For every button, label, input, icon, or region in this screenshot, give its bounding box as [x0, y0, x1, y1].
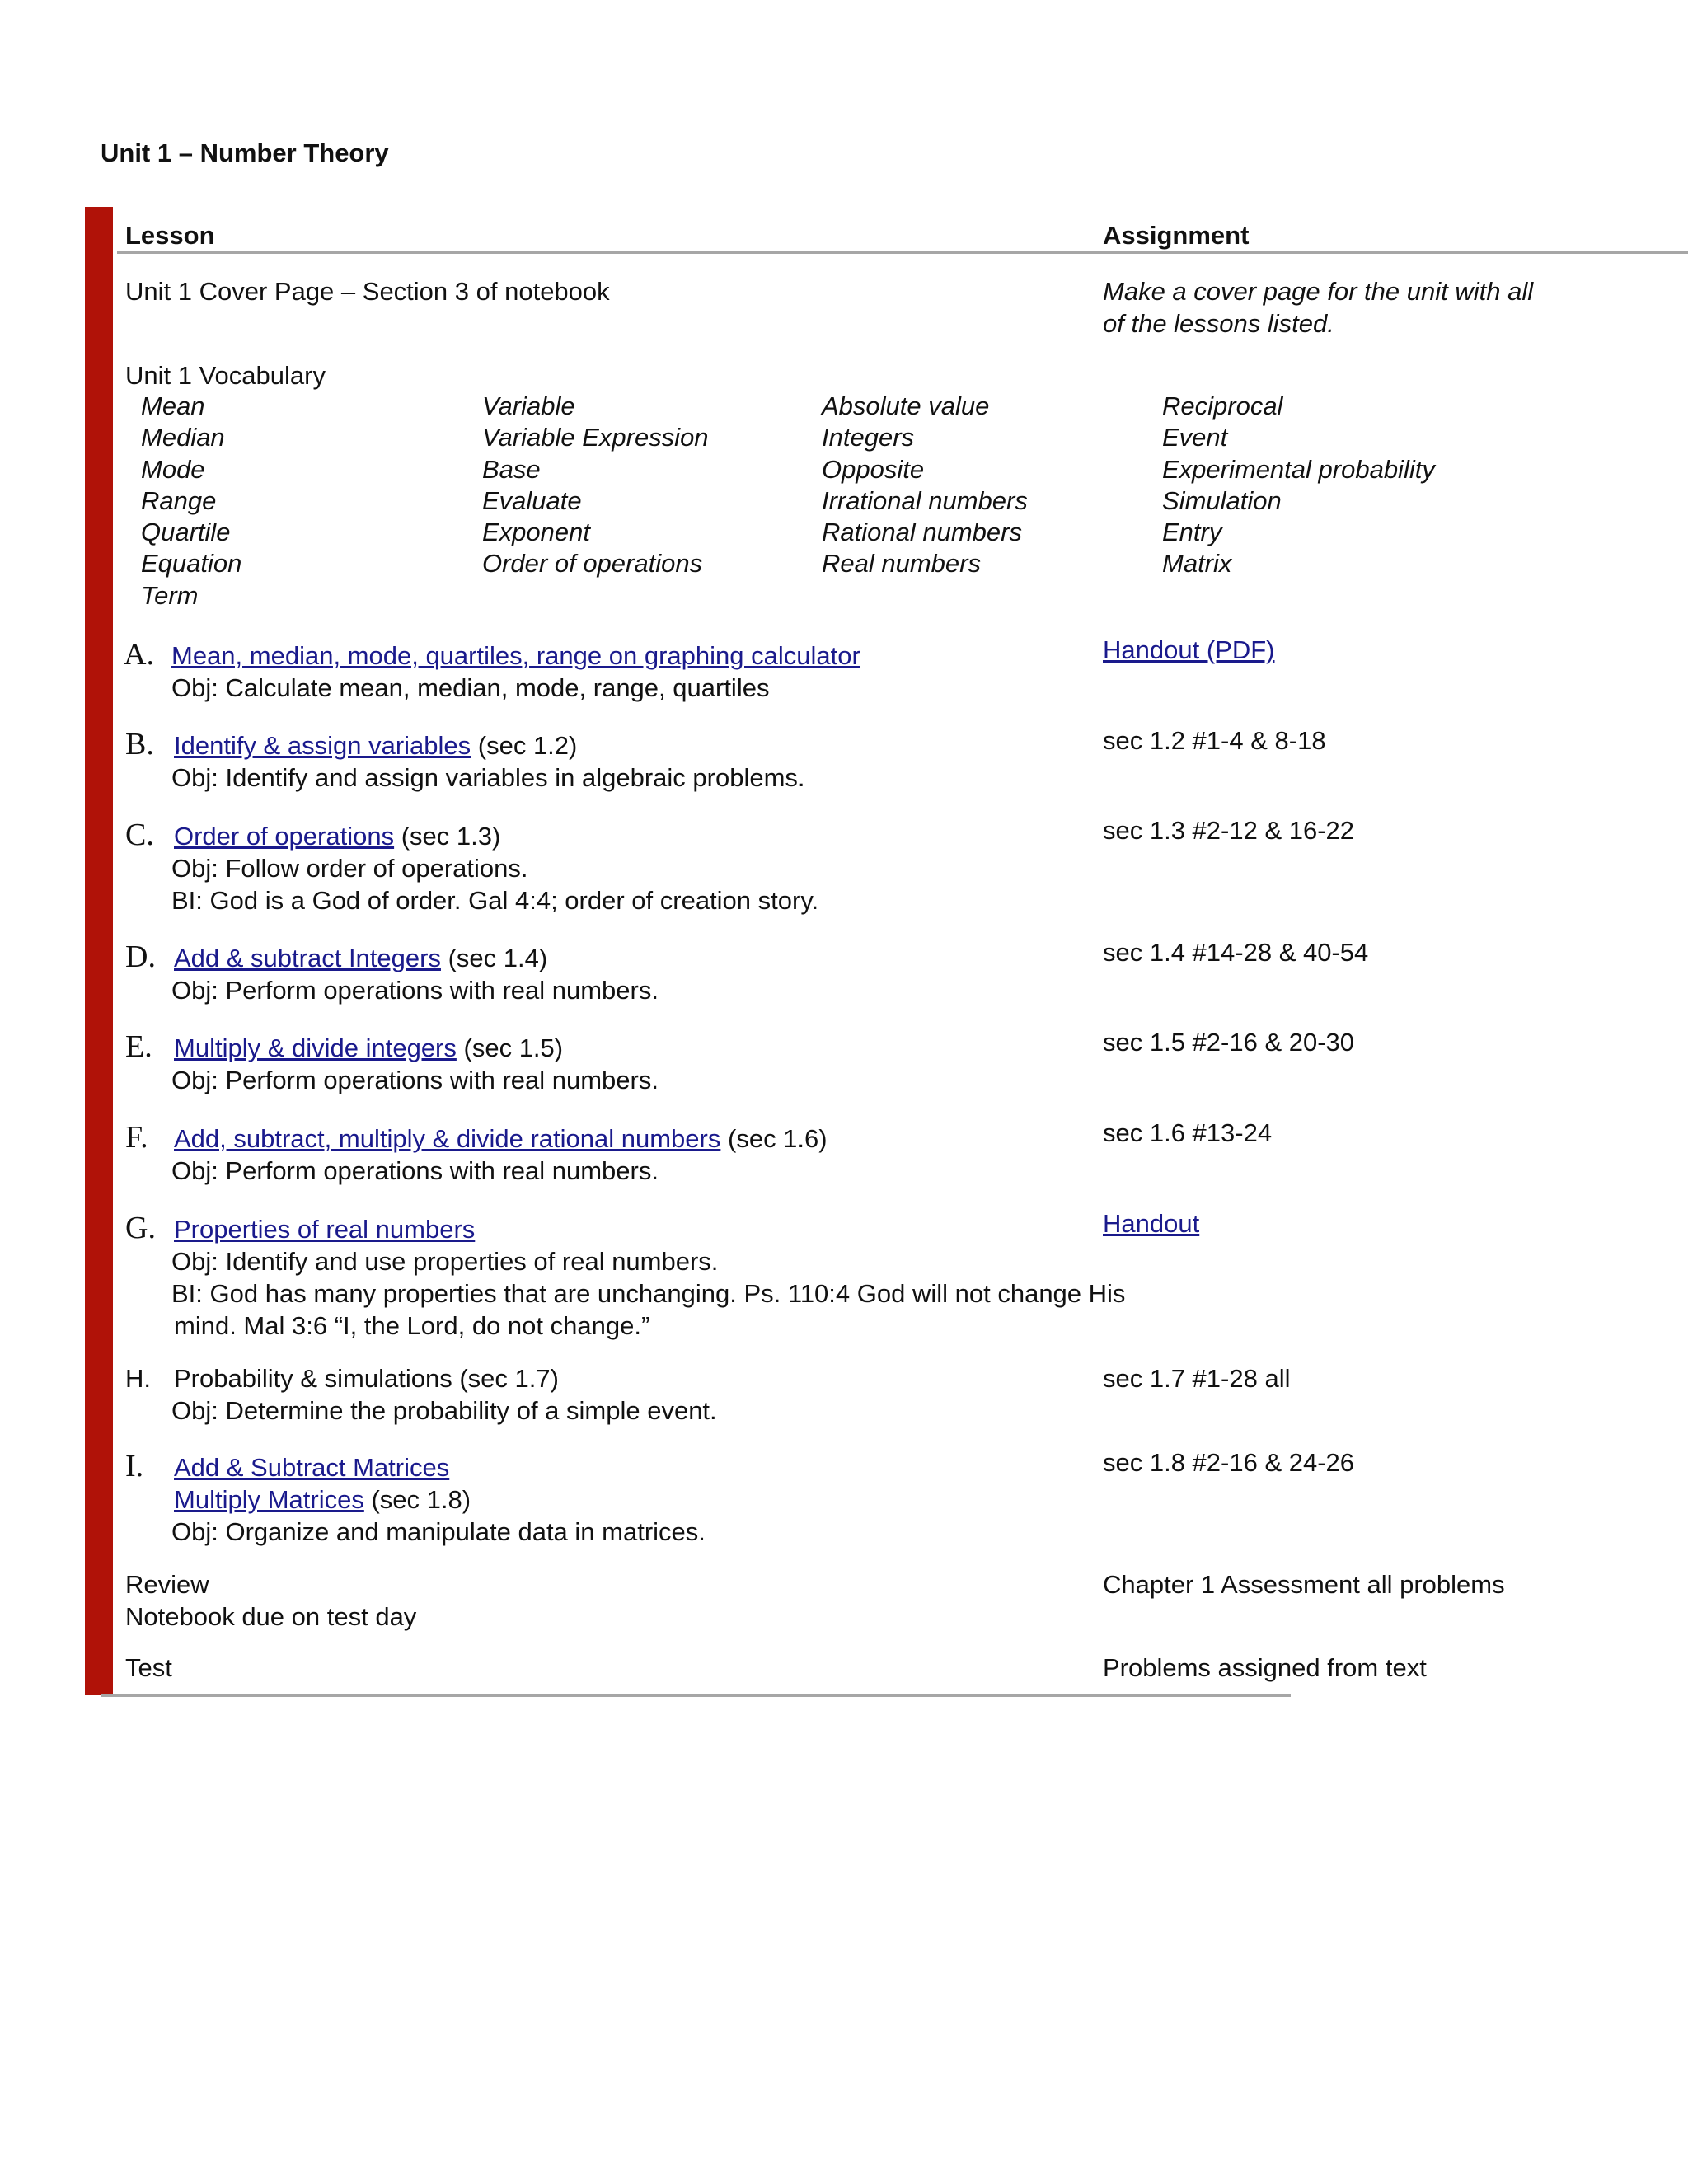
lesson-d-objective: Obj: Perform operations with real numbers.	[171, 976, 659, 1005]
lesson-h-assignment: sec 1.7 #1-28 all	[1103, 1364, 1291, 1393]
review-label: Review	[125, 1570, 209, 1599]
lesson-i-objective: Obj: Organize and manipulate data in matrices.	[171, 1517, 706, 1546]
lesson-b-assignment: sec 1.2 #1-4 & 8-18	[1103, 726, 1326, 755]
lesson-b-link[interactable]: Identify & assign variables	[174, 731, 471, 760]
lesson-i-letter: I.	[125, 1449, 144, 1483]
lesson-d-assignment: sec 1.4 #14-28 & 40-54	[1103, 938, 1369, 967]
vocab-term: Real numbers	[822, 549, 981, 579]
lesson-b-section: (sec 1.2)	[477, 731, 578, 760]
lesson-i-title-2	[174, 1483, 471, 1516]
left-accent-bar	[85, 207, 113, 1695]
review-assignment: Chapter 1 Assessment all problems	[1103, 1570, 1505, 1599]
vocabulary-column-3	[822, 391, 1028, 580]
lesson-g-assignment	[1103, 1207, 1199, 1240]
vocabulary-title: Unit 1 Vocabulary	[125, 361, 326, 390]
cover-page-assignment-line1: Make a cover page for the unit with all	[1103, 277, 1534, 306]
lesson-e-link[interactable]: Multiply & divide integers	[174, 1033, 457, 1062]
vocab-term: Experimental probability	[1162, 454, 1435, 484]
lesson-d-letter: D.	[125, 940, 156, 974]
lesson-a-letter: A.	[124, 637, 154, 672]
vocab-term: Variable Expression	[482, 423, 709, 452]
test-label: Test	[125, 1653, 172, 1682]
lesson-i-section: (sec 1.8)	[371, 1485, 471, 1514]
vocab-term: Absolute value	[822, 391, 990, 420]
lesson-f-letter: F.	[125, 1120, 148, 1155]
vocab-term: Term	[141, 580, 199, 610]
lesson-d-title	[174, 942, 547, 975]
vocabulary-column-2	[482, 391, 709, 580]
lesson-c-section: (sec 1.3)	[401, 822, 501, 851]
lesson-e-objective: Obj: Perform operations with real numbers.	[171, 1066, 659, 1094]
vocab-term: Entry	[1162, 518, 1222, 547]
lesson-g-title	[174, 1213, 475, 1246]
vocab-term: Irrational numbers	[822, 485, 1028, 515]
assignment-column-header: Assignment	[1103, 221, 1250, 250]
lesson-f-assignment: sec 1.6 #13-24	[1103, 1118, 1273, 1147]
lesson-c-objective: Obj: Follow order of operations.	[171, 854, 528, 883]
handout-pdf-link[interactable]: Handout (PDF)	[1103, 635, 1275, 664]
lesson-a-link[interactable]: Mean, median, mode, quartiles, range on graphing calculator	[171, 641, 860, 670]
notebook-due-note: Notebook due on test day	[125, 1602, 417, 1631]
lesson-i-link-add-subtract[interactable]: Add & Subtract Matrices	[174, 1453, 450, 1482]
vocab-term: Equation	[141, 549, 242, 579]
lesson-f-objective: Obj: Perform operations with real numbers.	[171, 1156, 659, 1185]
handout-link[interactable]: Handout	[1103, 1209, 1200, 1238]
lesson-e-letter: E.	[125, 1029, 152, 1064]
vocab-term: Rational numbers	[822, 518, 1022, 547]
lesson-b-letter: B.	[125, 727, 154, 762]
lesson-i-title-1	[174, 1451, 449, 1484]
vocab-term: Order of operations	[482, 549, 703, 579]
lesson-d-section: (sec 1.4)	[448, 944, 548, 972]
header-divider	[117, 251, 1688, 254]
vocab-term: Quartile	[141, 518, 231, 547]
lesson-e-title	[174, 1032, 563, 1065]
vocab-term: Variable	[482, 391, 575, 420]
lesson-f-link[interactable]: Add, subtract, multiply & divide rational numbers	[174, 1124, 721, 1153]
footer-divider	[101, 1694, 1291, 1697]
lesson-column-header: Lesson	[125, 221, 215, 250]
lesson-i-link-multiply[interactable]: Multiply Matrices	[174, 1485, 364, 1514]
lesson-b-title	[174, 729, 577, 762]
lesson-b-objective: Obj: Identify and assign variables in algebraic problems.	[171, 763, 805, 792]
lesson-c-title	[174, 820, 500, 853]
lesson-a-title	[171, 640, 860, 673]
lesson-f-section: (sec 1.6)	[728, 1124, 828, 1153]
lesson-i-assignment: sec 1.8 #2-16 & 24-26	[1103, 1448, 1355, 1477]
lesson-e-section: (sec 1.5)	[463, 1033, 564, 1062]
lesson-d-link[interactable]: Add & subtract Integers	[174, 944, 441, 972]
cover-page-lesson: Unit 1 Cover Page – Section 3 of notebook	[125, 277, 610, 306]
vocab-term: Mode	[141, 454, 205, 484]
lesson-c-link[interactable]: Order of operations	[174, 822, 395, 851]
lesson-a-assignment	[1103, 634, 1274, 667]
vocabulary-column-4	[1162, 391, 1435, 580]
lesson-h-title: Probability & simulations (sec 1.7)	[174, 1364, 559, 1393]
page-title: Unit 1 – Number Theory	[101, 138, 389, 167]
lesson-c-biblical-integration: BI: God is a God of order. Gal 4:4; order of creation story.	[171, 886, 819, 915]
cover-page-assignment-line2: of the lessons listed.	[1103, 309, 1334, 338]
lesson-g-objective: Obj: Identify and use properties of real numbers.	[171, 1247, 719, 1276]
vocab-term: Reciprocal	[1162, 391, 1283, 420]
vocab-term: Range	[141, 485, 217, 515]
lesson-c-letter: C.	[125, 818, 154, 852]
vocab-term: Opposite	[822, 454, 925, 484]
vocab-term: Base	[482, 454, 541, 484]
lesson-e-assignment: sec 1.5 #2-16 & 20-30	[1103, 1028, 1355, 1057]
vocab-term: Integers	[822, 423, 915, 452]
lesson-h-objective: Obj: Determine the probability of a simple event.	[171, 1396, 717, 1425]
lesson-g-biblical-integration-cont: mind. Mal 3:6 “I, the Lord, do not change.”	[174, 1311, 650, 1340]
lesson-a-objective: Obj: Calculate mean, median, mode, range, quartiles	[171, 673, 770, 702]
lesson-h-letter: H.	[125, 1364, 151, 1393]
vocab-term: Mean	[141, 391, 205, 420]
lesson-f-title	[174, 1122, 828, 1155]
vocab-term: Exponent	[482, 518, 590, 547]
lesson-g-link[interactable]: Properties of real numbers	[174, 1215, 476, 1244]
lesson-g-biblical-integration: BI: God has many properties that are unchanging. Ps. 110:4 God will not change His	[171, 1279, 1126, 1308]
lesson-g-letter: G.	[125, 1211, 156, 1245]
test-assignment: Problems assigned from text	[1103, 1653, 1427, 1682]
vocab-term: Matrix	[1162, 549, 1232, 579]
vocabulary-column-1	[141, 391, 241, 612]
vocab-term: Event	[1162, 423, 1228, 452]
lesson-c-assignment: sec 1.3 #2-12 & 16-22	[1103, 816, 1355, 845]
vocab-term: Median	[141, 423, 225, 452]
vocab-term: Evaluate	[482, 485, 582, 515]
vocab-term: Simulation	[1162, 485, 1282, 515]
